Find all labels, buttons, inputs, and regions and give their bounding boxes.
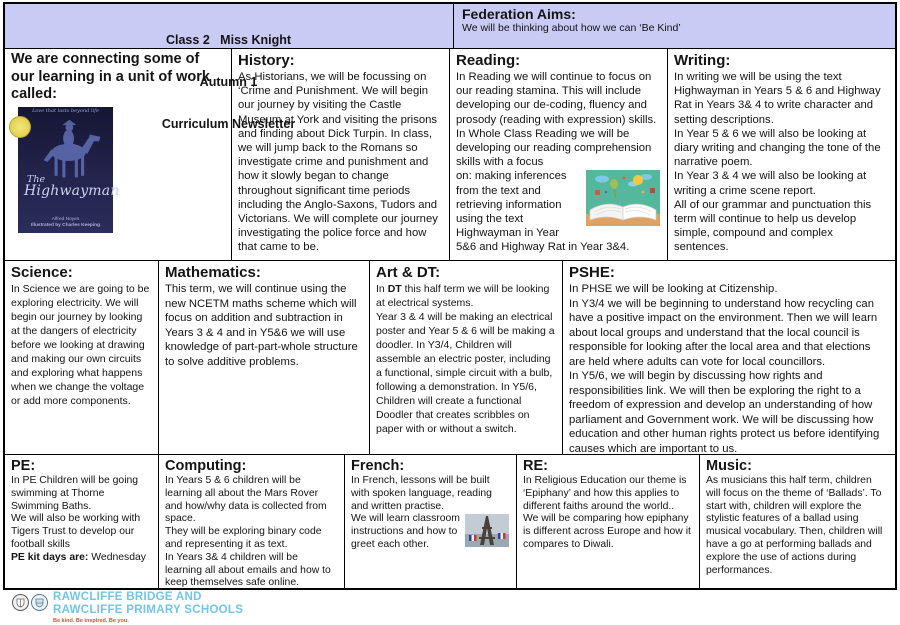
computing-title: Computing: bbox=[165, 458, 247, 474]
writing-paragraph: In Year 5 & 6 we will also be looking at diary writing and changing the tone of the narrative poem. bbox=[674, 127, 881, 169]
mathematics-paragraph: This term, we will continue using the new NCETM maths scheme which will focus on addition and subtraction in Years 3 & 4 and in Y5&6 we will use knowledge of part-part-whole structure to solve additive problems. bbox=[165, 283, 358, 368]
row-science-maths-art-pshe bbox=[5, 260, 895, 454]
re-title: RE: bbox=[523, 458, 548, 474]
school-logo bbox=[12, 591, 243, 624]
pe-title: PE: bbox=[11, 458, 36, 474]
reading-paragraph: In Reading we will continue to focus on our reading stamina. This will include developing our de-coding, fluency and prosody (reading with expression) skills. bbox=[456, 71, 657, 126]
computing-paragraph: In Years 3& 4 children will be learning all about emails and how to keep themselves safe online. bbox=[165, 551, 331, 589]
pshe-paragraph: In Y3/4 we will be beginning to understand how recycling can have a positive impact on the environment. Then we will learn about local groups and understand that the local council is responsible for looking after the local area and that elections are held where adults can vote for local councillors. bbox=[569, 297, 878, 368]
highwayman-book-cover bbox=[18, 107, 120, 233]
art-dt-title: Art & DT: bbox=[376, 264, 441, 281]
writing-title: Writing: bbox=[674, 52, 731, 69]
federation-aims-title: Federation Aims: bbox=[462, 6, 576, 22]
reading-paragraph: on: making inferences from the text and retrieving information using the text Highwayman in Year 5&6 and Highway Rat in Year 3&4. bbox=[456, 169, 660, 254]
french-title: French: bbox=[351, 458, 405, 474]
mathematics-title: Mathematics: bbox=[165, 264, 261, 281]
computing-paragraph: In Years 5 & 6 children will be learning all about the Mars Rover and how/why data is collected from space. bbox=[165, 475, 327, 525]
term-label: Autumn 1 bbox=[199, 75, 258, 89]
writing-paragraph: All of our grammar and punctuation this term will continue to help us develop simple, compound and complex sentences. bbox=[674, 198, 872, 254]
re-section bbox=[516, 455, 699, 588]
art-dt-intro: In DT this half term we will be looking at electrical systems. bbox=[376, 283, 550, 309]
school-crest-icons bbox=[12, 594, 48, 624]
newsletter-title: Curriculum Newsletter bbox=[161, 117, 296, 131]
school-name-block bbox=[53, 591, 243, 624]
science-section bbox=[5, 261, 158, 454]
federation-aims-body: We will be thinking about how we can ‘Be Kind’ bbox=[462, 22, 681, 34]
open-book-illustration bbox=[586, 170, 660, 226]
writing-paragraph: In Year 3 & 4 we will also be looking at writing a crime scene report. bbox=[674, 170, 867, 197]
school-crest-icon bbox=[12, 594, 29, 611]
class-title: Class 2 Miss Knight bbox=[165, 33, 292, 47]
pshe-paragraph: In PHSE we will be looking at Citizenship. bbox=[569, 283, 778, 295]
row-pe-computing-french-re-music bbox=[5, 454, 895, 588]
school-tagline: Be kind. Be inspired. Be you. bbox=[53, 617, 129, 624]
book-title: The Highwayman bbox=[24, 173, 120, 199]
music-paragraph: As musicians this half term, children will focus on the theme of ‘Ballads’. To start with, children will explore the stylistic features of a ballad using musical vocabulary. Then, children will have a go at performing ballads and explore the use of actions during performances. bbox=[706, 475, 883, 576]
pshe-section bbox=[562, 261, 895, 454]
history-paragraph: As Historians, we will be focussing on ‘Crime and Punishment. We will begin our journey by visiting the Castle Museum at York and visiting the prisons and finding about Dick Turpin. In class, we will jump back to the Romans so investigate crime and punishment and how it slowly began to change throughout significant time periods including the Anglo-Saxons, Tudors and Victorians. We will complete our journey investigating the police force and how that came to be. bbox=[238, 71, 438, 254]
mathematics-section bbox=[158, 261, 369, 454]
art-dt-paragraph: Year 3 & 4 will be making an electrical poster and Year 5 & 6 will be making a doodler. In Y3/4, Children will assemble an electric poster, including a functional, simple circuit with a bulb, following a demonstration. In Y5/6, Children will create a functional Doodler that creates scribbles on paper with or without a switch. bbox=[376, 311, 555, 435]
unit-of-work-heading: We are connecting some of our learning in a unit of work called: bbox=[11, 51, 210, 102]
re-paragraph: In Religious Education our theme is ‘Epiphany’ and how this applies to different faiths around the world.. We will be comparing how epiphany is different across Europe and how it compares to Diwali. bbox=[523, 475, 691, 550]
horse-rider-icon bbox=[28, 115, 106, 179]
school-crest-icon bbox=[31, 594, 48, 611]
history-title: History: bbox=[238, 52, 295, 69]
french-paragraph: In French, lessons will be built with spoken language, reading and written practise. bbox=[351, 475, 492, 512]
pshe-paragraph: In Y5/6, we will begin by discussing how rights and responsibilities link. We will then be exploring the right to a freedom of expression and develop an understanding of how parliament and Government work. We will be discussing how education and other human rights protect us before identifying causes which are important to us. bbox=[569, 370, 880, 455]
french-section bbox=[344, 455, 516, 588]
french-paragraph: We will learn classroom instructions and how to greet each other. bbox=[351, 513, 509, 551]
book-credits bbox=[18, 217, 113, 229]
school-name-line2: RAWCLIFFE PRIMARY SCHOOLS bbox=[53, 603, 244, 616]
pe-kit-days: PE kit days are: Wednesday bbox=[11, 551, 146, 563]
writing-section bbox=[667, 49, 895, 260]
eiffel-tower-photo bbox=[465, 514, 509, 547]
pe-paragraph: In PE Children will be going swimming at Thorne Swimming Baths. bbox=[11, 475, 139, 512]
reading-title: Reading: bbox=[456, 52, 521, 69]
science-title: Science: bbox=[11, 264, 73, 281]
music-section bbox=[699, 455, 895, 588]
art-dt-section bbox=[369, 261, 562, 454]
history-section bbox=[231, 49, 449, 260]
school-name-line1: RAWCLIFFE BRIDGE AND bbox=[53, 591, 202, 603]
unit-of-work-section bbox=[5, 49, 231, 260]
reading-section bbox=[449, 49, 667, 260]
music-title: Music: bbox=[706, 458, 752, 474]
computing-section bbox=[158, 455, 344, 588]
book-tagline: Love that lasts beyond life bbox=[32, 107, 99, 114]
reading-paragraph: In Whole Class Reading we will be developing our reading comprehension skills with a focus bbox=[456, 127, 652, 169]
science-paragraph: In Science we are going to be exploring electricity. We will begin our journey by looking at the dangers of electricity before we looking at drawing and making our own circuits and exploring what happens when we change the voltage or add more components. bbox=[11, 283, 150, 407]
book-illustrator: Illustrated by Charles Keeping bbox=[30, 223, 101, 229]
writing-paragraph: In writing we will be using the text Highwayman in Years 5 & 6 and Highway Rat in Years 3& 4 to write character and setting descriptions. bbox=[674, 71, 881, 126]
pshe-title: PSHE: bbox=[569, 264, 615, 281]
book-author: Alfred Noyes bbox=[51, 217, 80, 223]
pe-section bbox=[5, 455, 158, 588]
pe-paragraph: We will also be working with Tigers Trust to develop our football skills bbox=[11, 513, 141, 550]
row-unit-history-reading-writing bbox=[5, 48, 895, 260]
newsletter-table bbox=[3, 2, 897, 590]
computing-paragraph: They will be exploring binary code and representing it as text. bbox=[165, 526, 322, 550]
federation-aims-header bbox=[453, 4, 895, 48]
